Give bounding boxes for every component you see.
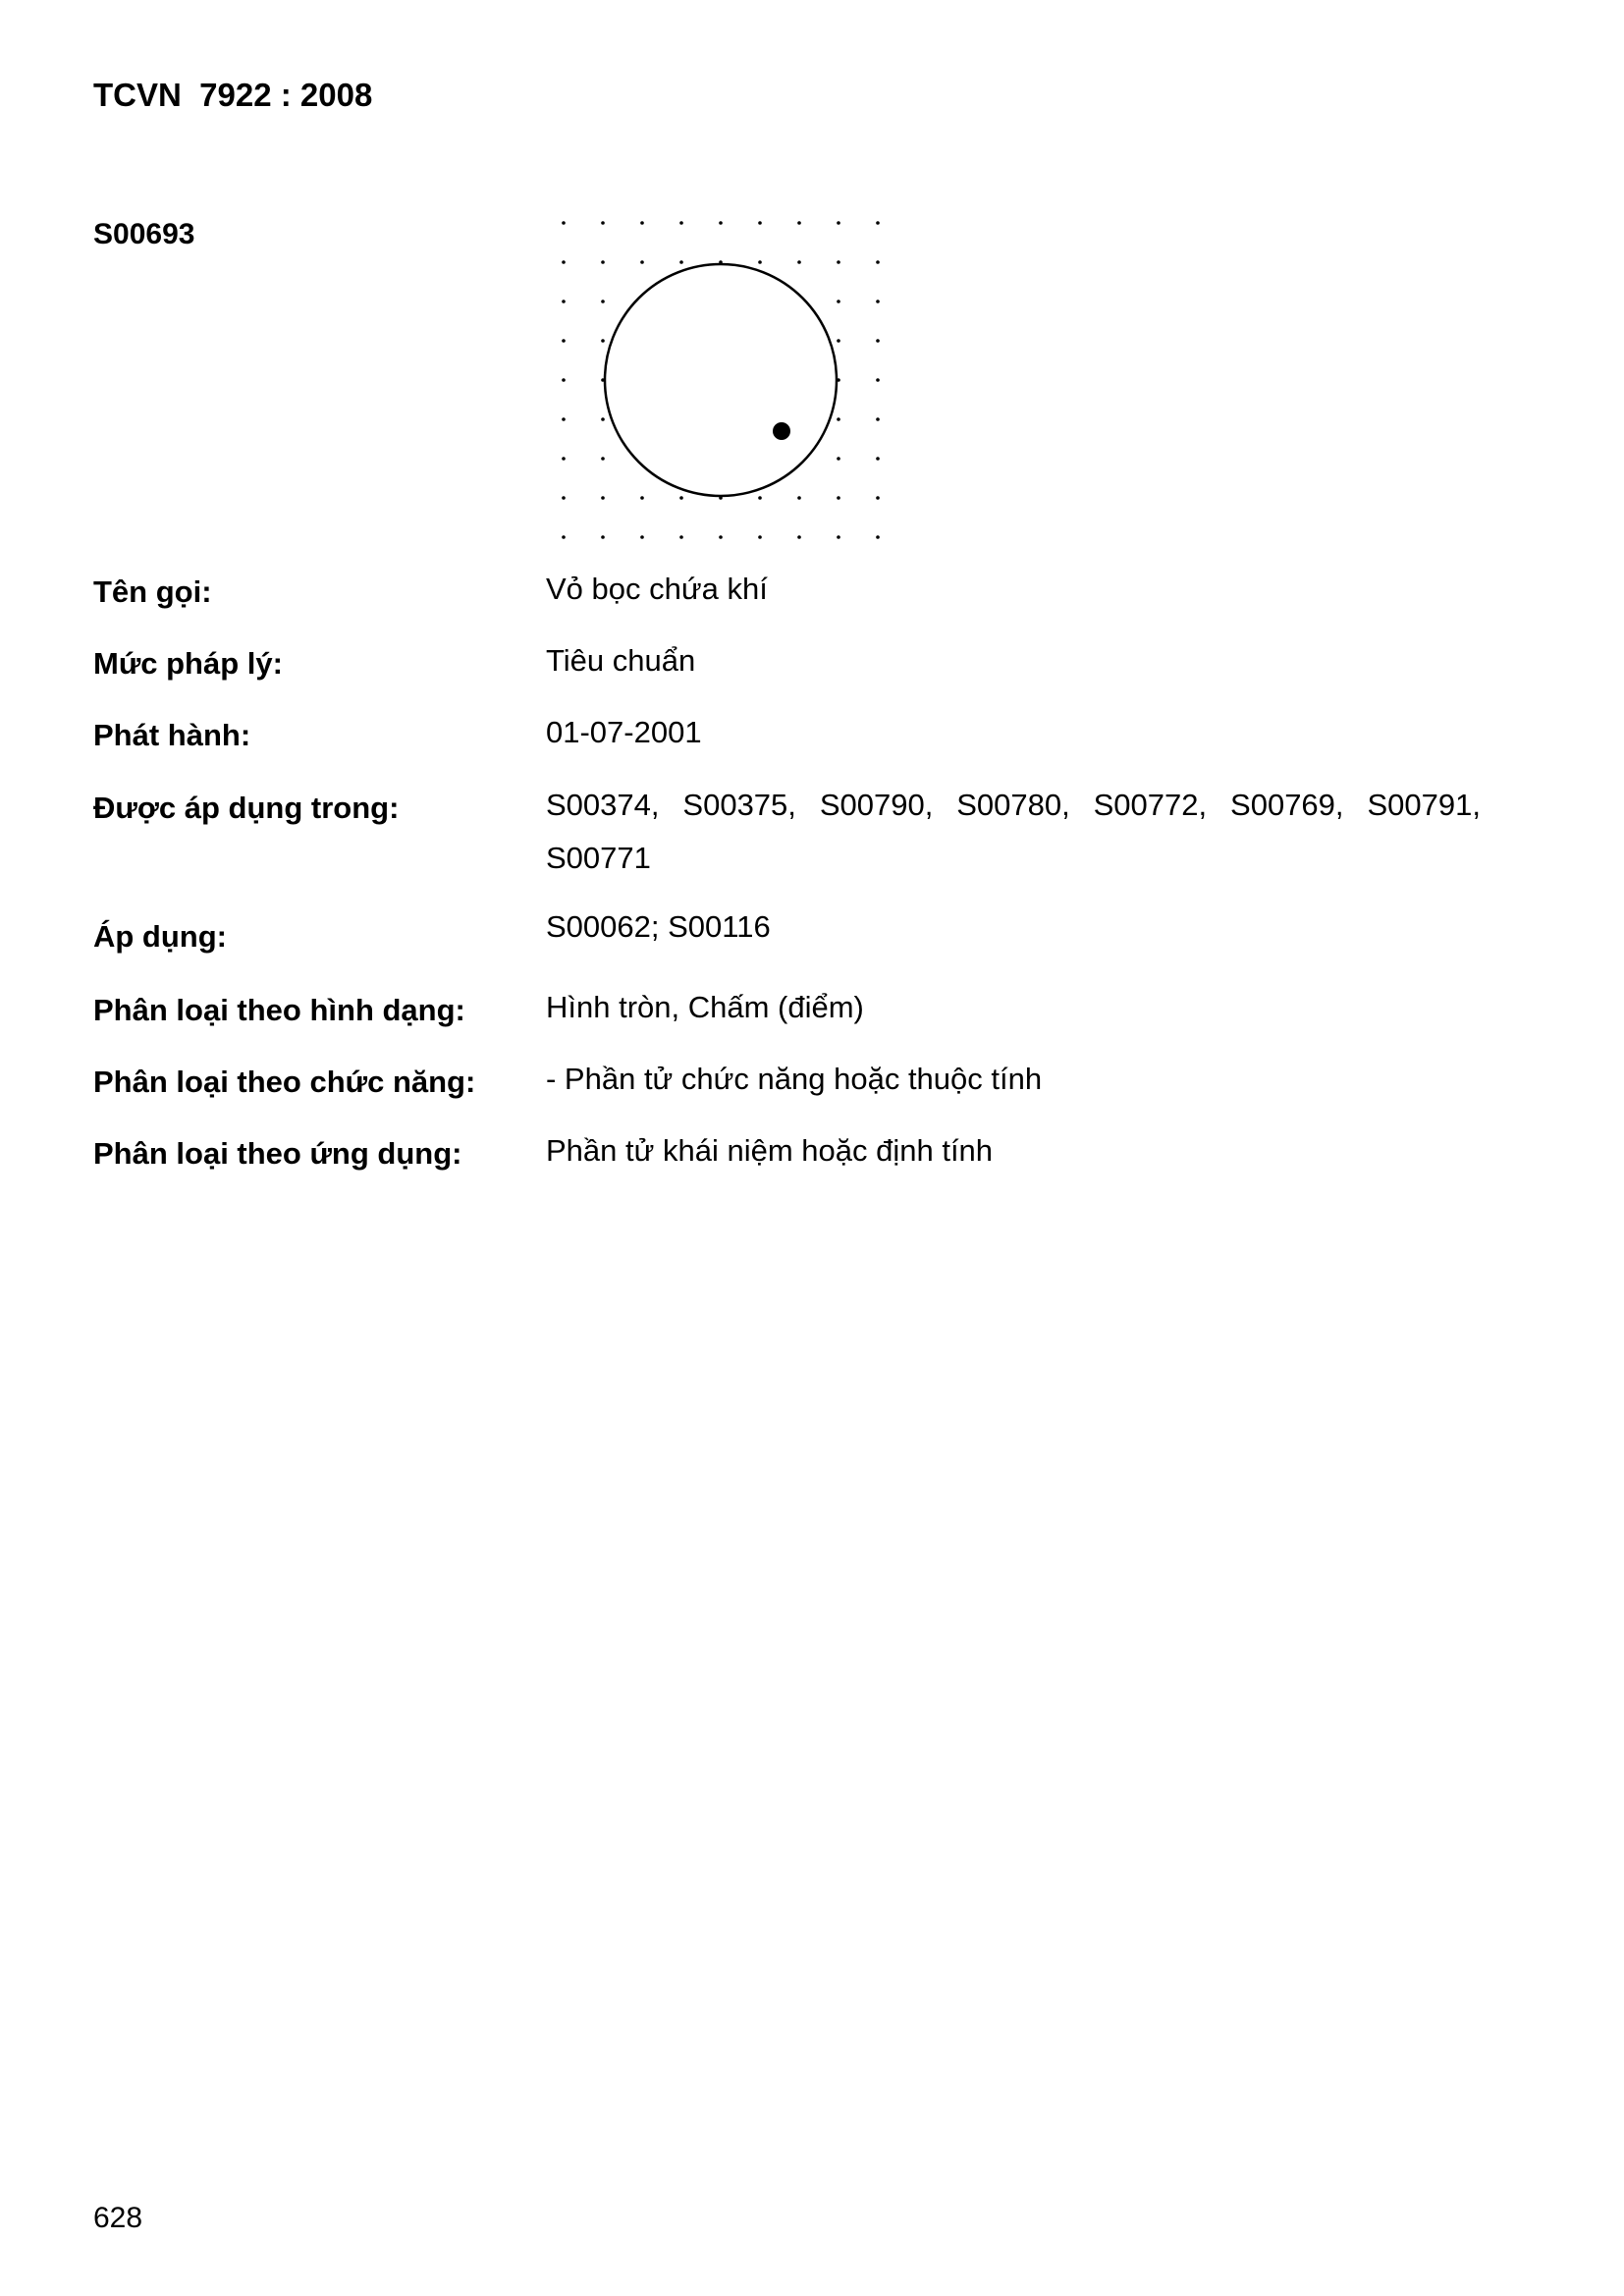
inner-dot <box>773 422 790 440</box>
label-name: Tên gọi: <box>93 574 212 609</box>
label-shape-class: Phân loại theo hình dạng: <box>93 993 465 1027</box>
applied-in-code: S00791, <box>1367 788 1481 822</box>
label-applied-in: Được áp dụng trong: <box>93 791 400 825</box>
value-function-class: - Phần tử chức năng hoặc thuộc tính <box>546 1062 1043 1096</box>
label-issued: Phát hành: <box>93 718 251 752</box>
symbol-code: S00693 <box>93 218 195 250</box>
value-legal-level: Tiêu chuẩn <box>546 643 696 678</box>
label-legal-level: Mức pháp lý: <box>93 646 283 681</box>
document-header: TCVN 7922 : 2008 <box>93 77 373 113</box>
value-application-class: Phần tử khái niệm hoặc định tính <box>546 1133 994 1168</box>
applied-in-code: S00790, <box>819 788 934 822</box>
value-applied-in <box>546 779 1481 885</box>
label-application-class: Phân loại theo ứng dụng: <box>93 1136 462 1171</box>
applied-in-code: S00769, <box>1230 788 1344 822</box>
value-applies: S00062; S00116 <box>546 909 771 944</box>
label-applies: Áp dụng: <box>93 919 228 954</box>
value-name: Vỏ bọc chứa khí <box>546 572 768 606</box>
symbol-figure <box>550 211 884 540</box>
applied-in-code: S00780, <box>956 788 1070 822</box>
page-number: 628 <box>93 2202 143 2234</box>
outer-circle <box>605 264 837 496</box>
applied-in-code: S00374, <box>546 788 660 822</box>
applied-in-line-1 <box>546 779 1481 832</box>
applied-in-code: S00375, <box>682 788 796 822</box>
applied-in-code: S00772, <box>1093 788 1208 822</box>
label-function-class: Phân loại theo chức năng: <box>93 1065 476 1099</box>
value-shape-class: Hình tròn, Chấm (điểm) <box>546 990 864 1024</box>
applied-in-line-2: S00771 <box>546 841 651 875</box>
value-issued: 01-07-2001 <box>546 715 702 749</box>
